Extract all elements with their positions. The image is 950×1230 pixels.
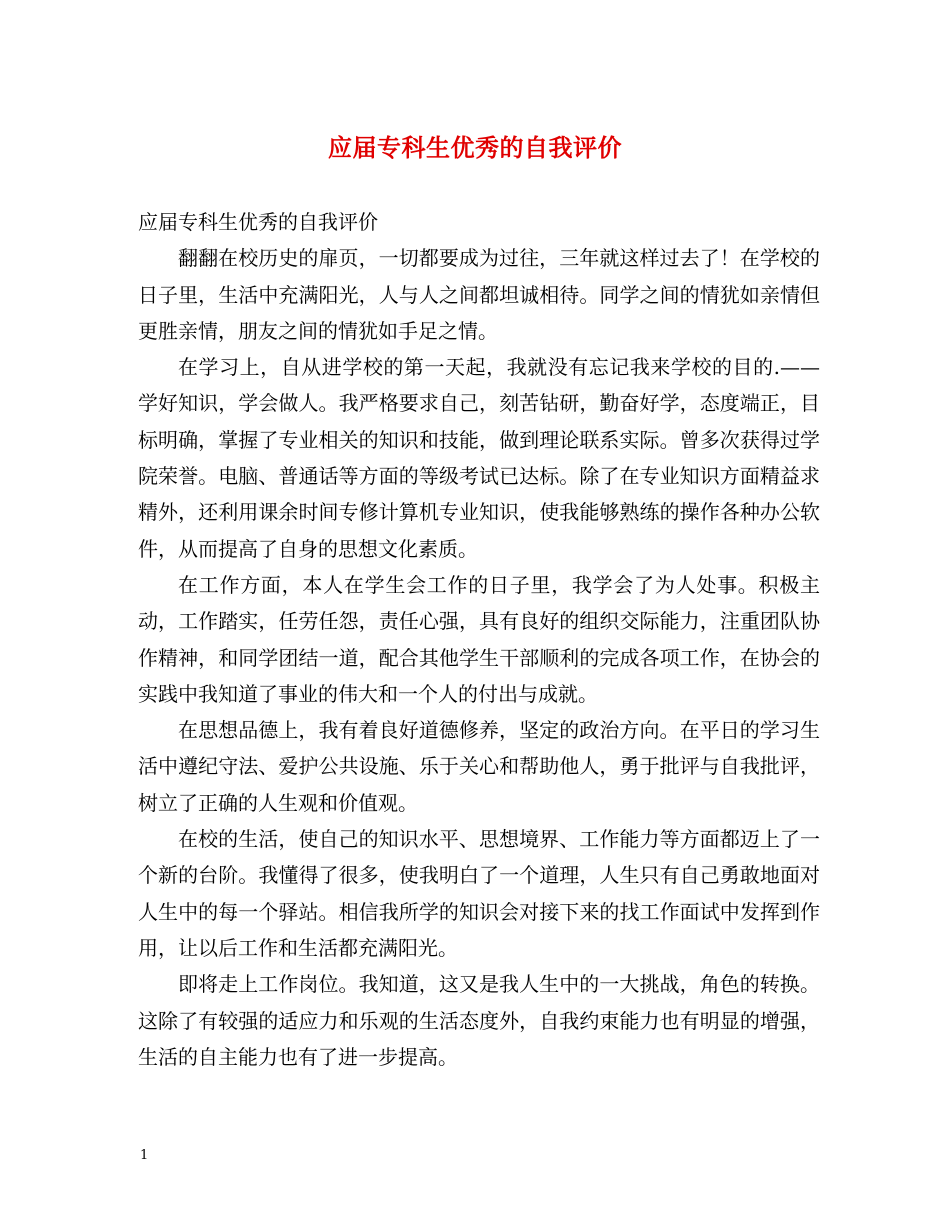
page-number: 1 [140,1148,149,1163]
document-body [138,204,820,1075]
document-subtitle: 应届专科生优秀的自我评价 [138,210,378,234]
paragraph-4: 在思想品德上，我有着良好道德修养，坚定的政治方向。在平日的学习生活中遵纪守法、爱护公共设施、乐于关心和帮助他人，勇于批评与自我批评，树立了正确的人生观和价值观。 [138,718,820,815]
paragraph-5: 在校的生活，使自己的知识水平、思想境界、工作能力等方面都迈上了一个新的台阶。我懂得了很多，使我明白了一个道理，人生只有自己勇敢地面对人生中的每一个驿站。相信我所学的知识会对接下来的找工作面试中发挥到作用，让以后工作和生活都充满阳光。 [138,827,820,960]
paragraph-2: 在学习上，自从进学校的第一天起，我就没有忘记我来学校的目的.——学好知识，学会做人。我严格要求自己，刻苦钻研，勤奋好学，态度端正，目标明确，掌握了专业相关的知识和技能，做到理论联系实际。曾多次获得过学院荣誉。电脑、普通话等方面的等级考试已达标。除了在专业知识方面精益求精外，还利用课余时间专修计算机专业知识，使我能够熟练的操作各种办公软件，从而提高了自身的思想文化素质。 [138,355,820,561]
document-title: 应届专科生优秀的自我评价 [328,133,622,162]
paragraph-3: 在工作方面，本人在学生会工作的日子里，我学会了为人处事。积极主动，工作踏实，任劳任怨，责任心强，具有良好的组织交际能力，注重团队协作精神，和同学团结一道，配合其他学生干部顺利的完成各项工作，在协会的实践中我知道了事业的伟大和一个人的付出与成就。 [138,572,820,706]
paragraph-1: 翻翻在校历史的扉页，一切都要成为过往，三年就这样过去了！在学校的日子里，生活中充满阳光，人与人之间都坦诚相待。同学之间的情犹如亲情但更胜亲情，朋友之间的情犹如手足之情。 [138,246,820,343]
paragraph-6: 即将走上工作岗位。我知道，这又是我人生中的一大挑战，角色的转换。这除了有较强的适应力和乐观的生活态度外，自我约束能力也有明显的增强，生活的自主能力也有了进一步提高。 [138,972,820,1069]
